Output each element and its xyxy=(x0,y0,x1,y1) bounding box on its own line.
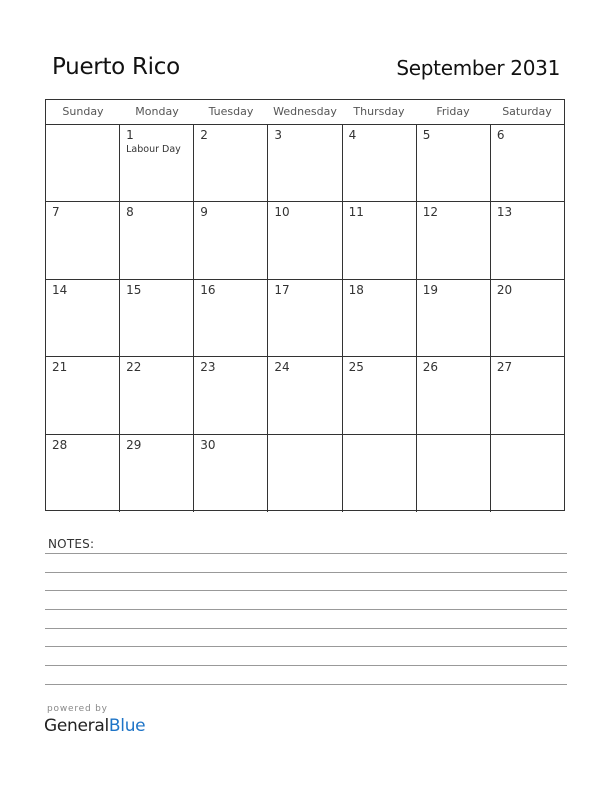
day-cell xyxy=(268,357,342,433)
brand-blue: Blue xyxy=(108,716,146,736)
day-number: 11 xyxy=(348,205,364,220)
day-cell xyxy=(194,202,268,278)
day-number: 5 xyxy=(422,128,431,142)
day-number: 30 xyxy=(200,437,216,452)
weekday-saturday: Saturday xyxy=(502,105,552,118)
week-row xyxy=(46,357,564,434)
holiday-label: Labour Day xyxy=(126,144,181,155)
day-number: 17 xyxy=(274,282,290,297)
day-cell xyxy=(194,125,268,201)
day-cell xyxy=(491,357,564,433)
day-number: 28 xyxy=(52,437,68,452)
day-cell xyxy=(268,435,342,512)
day-number: 19 xyxy=(422,282,438,297)
day-cell xyxy=(268,280,342,356)
day-cell xyxy=(46,280,120,356)
brand-general: General xyxy=(44,716,109,736)
day-number: 23 xyxy=(200,360,216,375)
day-number: 21 xyxy=(52,360,68,375)
note-line xyxy=(45,628,567,629)
day-number: 9 xyxy=(200,205,208,220)
day-cell xyxy=(343,357,417,433)
day-number: 4 xyxy=(348,128,357,142)
day-cell xyxy=(120,357,194,433)
day-cell xyxy=(46,357,120,433)
day-cell xyxy=(268,202,342,278)
month-title: September 2031 xyxy=(396,56,560,80)
weekday-tuesday: Tuesday xyxy=(208,105,254,118)
day-cell xyxy=(194,280,268,356)
weekday-monday: Monday xyxy=(135,105,179,118)
day-number: 16 xyxy=(200,282,216,297)
day-number: 14 xyxy=(52,282,68,297)
powered-by-text: powered by xyxy=(47,704,108,714)
note-line xyxy=(45,665,567,666)
week-row xyxy=(46,125,564,202)
day-cell xyxy=(491,125,564,201)
day-number: 26 xyxy=(422,360,438,375)
week-row xyxy=(46,280,564,357)
day-number: 6 xyxy=(496,128,505,142)
day-number: 29 xyxy=(126,437,142,452)
weekday-header-row xyxy=(46,100,564,125)
day-cell xyxy=(491,202,564,278)
day-cell xyxy=(120,280,194,356)
day-cell xyxy=(46,125,120,201)
day-number: 3 xyxy=(274,128,283,142)
day-cell xyxy=(417,125,491,201)
day-cell xyxy=(194,357,268,433)
day-cell xyxy=(417,435,491,512)
brand-logo xyxy=(44,716,145,736)
day-cell xyxy=(491,435,564,512)
week-row xyxy=(46,202,564,279)
day-cell xyxy=(120,435,194,512)
day-cell xyxy=(343,280,417,356)
country-title: Puerto Rico xyxy=(52,54,180,80)
day-cell xyxy=(491,280,564,356)
weeks-container xyxy=(46,125,564,512)
day-cell xyxy=(268,125,342,201)
day-number: 7 xyxy=(52,205,60,220)
day-cell xyxy=(343,435,417,512)
note-line xyxy=(45,646,567,647)
day-number: 10 xyxy=(274,205,290,220)
calendar-grid xyxy=(45,99,565,511)
note-line xyxy=(45,572,567,573)
day-number: 1 xyxy=(126,128,134,142)
day-cell xyxy=(417,357,491,433)
weekday-thursday: Thursday xyxy=(353,105,405,118)
day-number: 24 xyxy=(274,360,290,375)
day-cell xyxy=(343,202,417,278)
day-number: 18 xyxy=(348,282,364,297)
day-number: 13 xyxy=(496,205,513,220)
day-cell xyxy=(343,125,417,201)
weekday-wednesday: Wednesday xyxy=(273,105,337,118)
weekday-sunday: Sunday xyxy=(62,105,104,118)
day-number: 12 xyxy=(422,205,438,220)
note-line xyxy=(45,590,567,591)
week-row xyxy=(46,435,564,512)
day-cell xyxy=(417,280,491,356)
weekday-friday: Friday xyxy=(436,105,470,118)
day-number: 22 xyxy=(126,360,142,375)
day-cell xyxy=(120,125,194,201)
day-number: 25 xyxy=(348,360,364,375)
notes-label: NOTES: xyxy=(48,537,95,551)
day-cell xyxy=(417,202,491,278)
note-line xyxy=(45,553,567,554)
day-number: 8 xyxy=(126,205,134,220)
day-number: 20 xyxy=(496,282,513,297)
day-cell xyxy=(46,435,120,512)
day-cell xyxy=(46,202,120,278)
day-cell xyxy=(120,202,194,278)
day-number: 15 xyxy=(126,282,142,297)
day-number: 27 xyxy=(496,360,513,375)
note-line xyxy=(45,684,567,685)
note-line xyxy=(45,609,567,610)
day-number: 2 xyxy=(200,128,208,142)
day-cell xyxy=(194,435,268,512)
